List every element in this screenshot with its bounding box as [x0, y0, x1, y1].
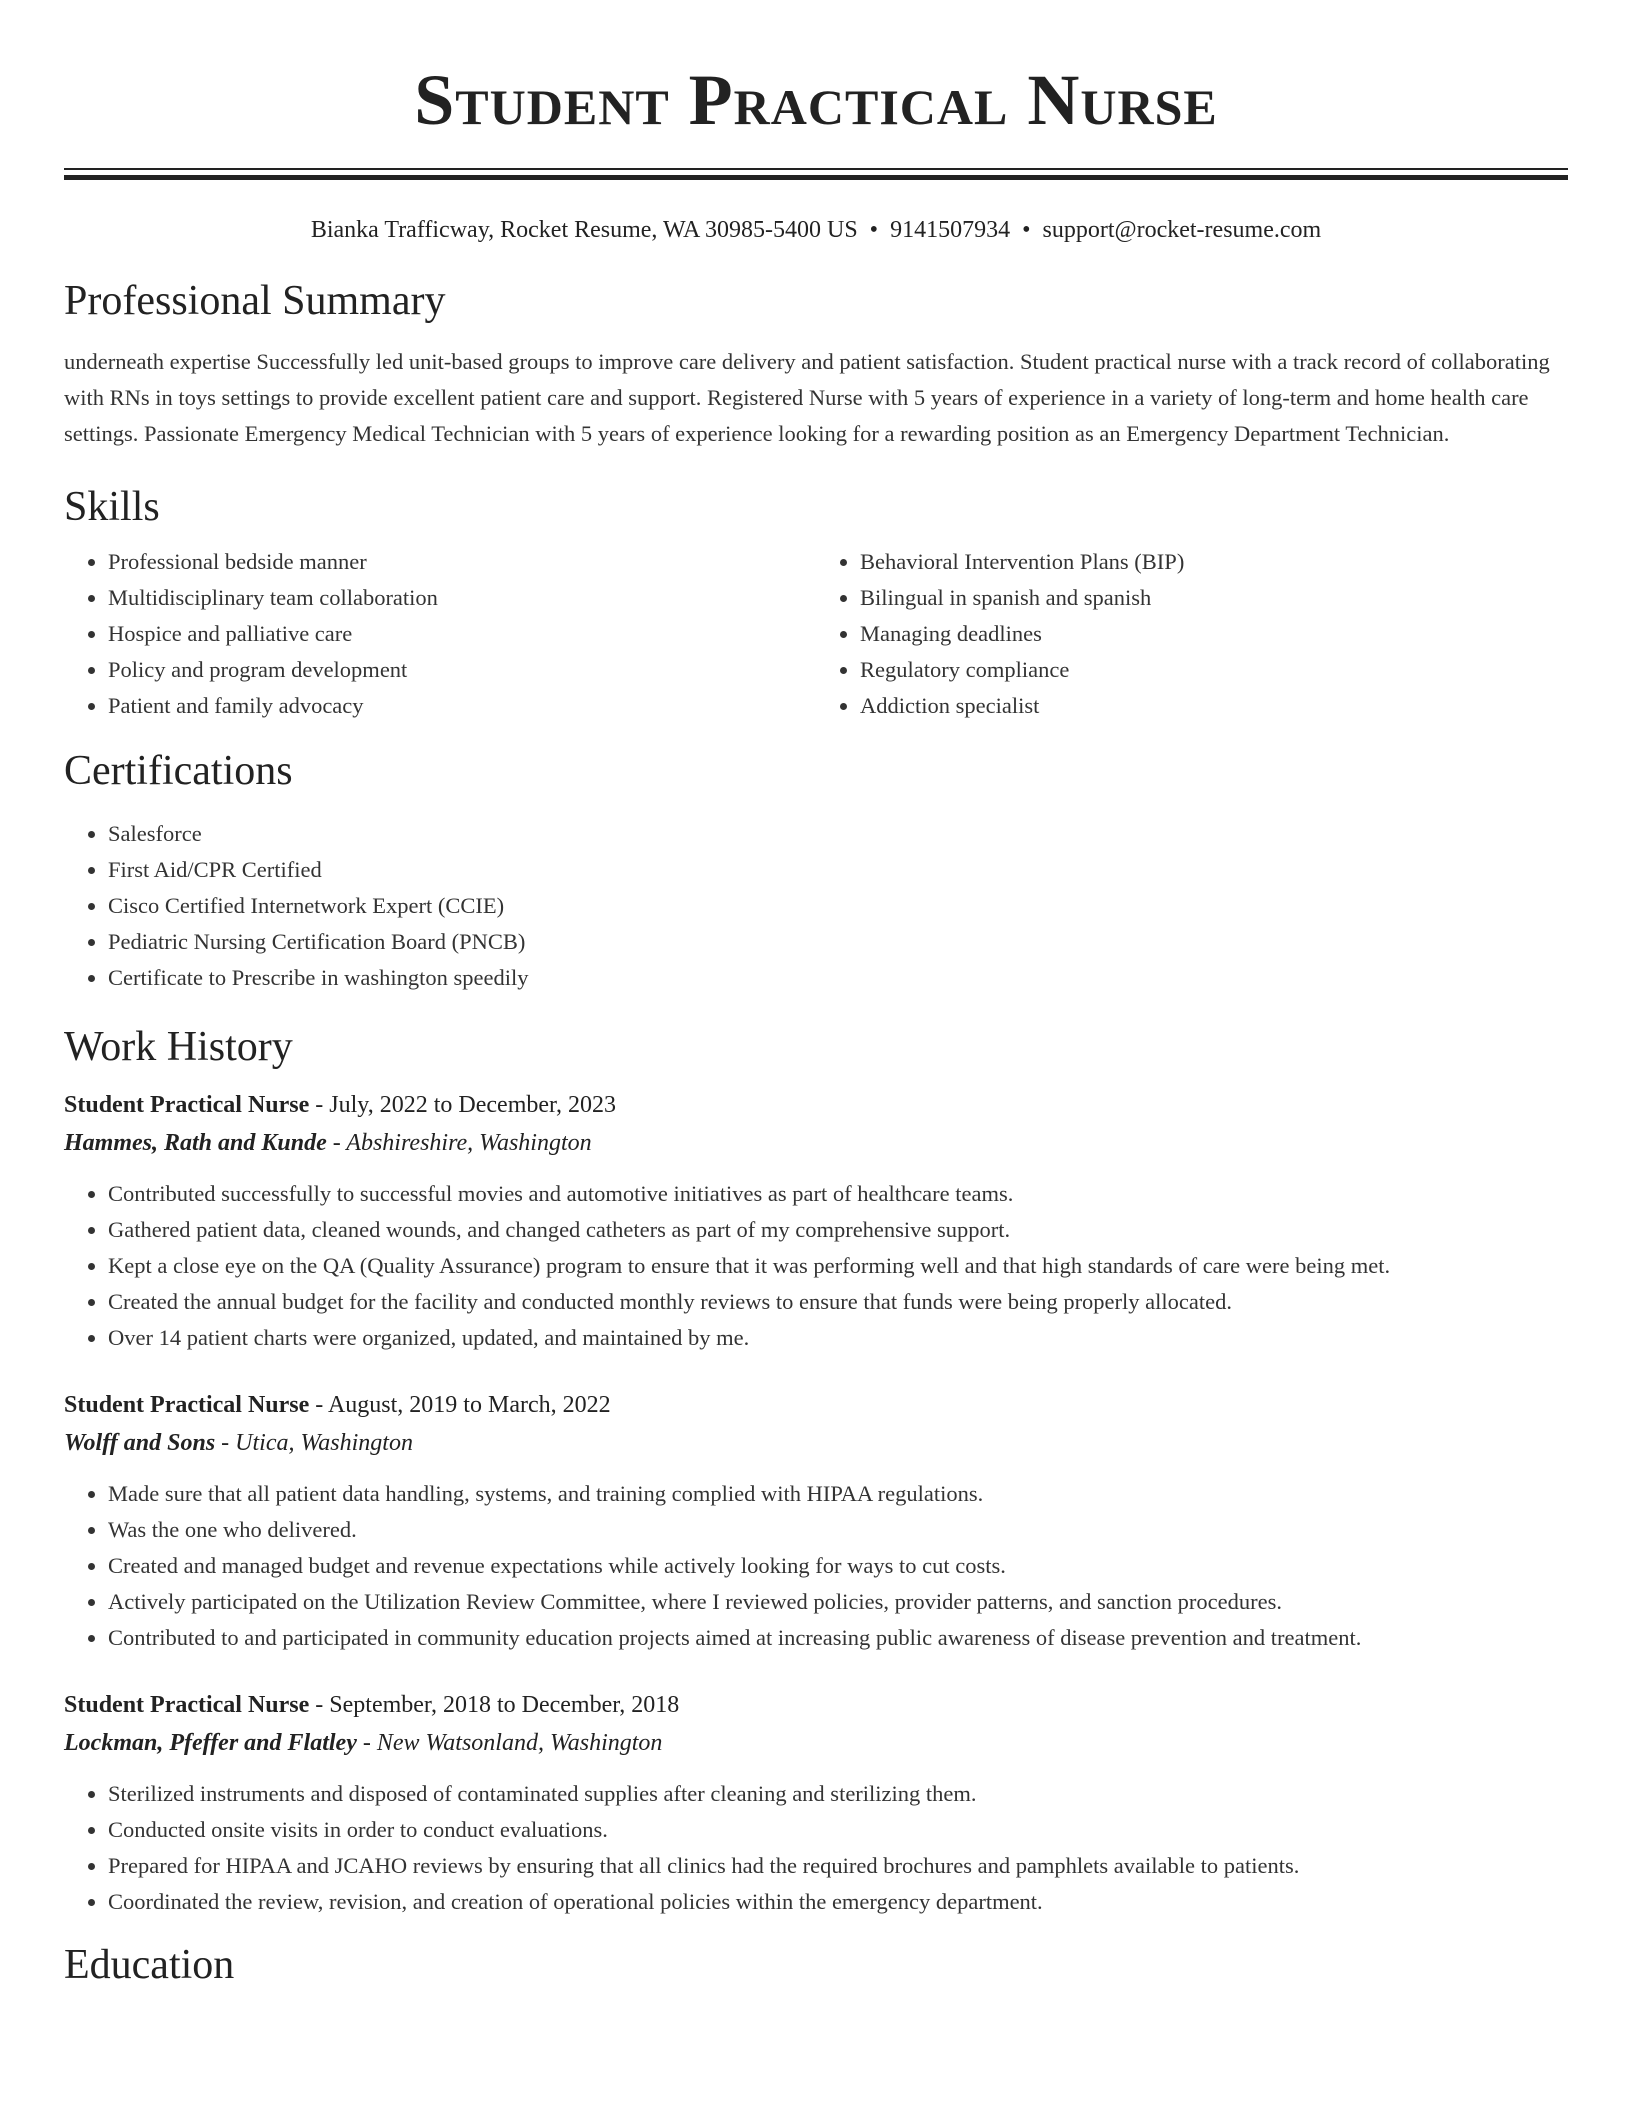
job-header — [64, 1086, 1568, 1124]
skills-list-left — [64, 544, 816, 724]
job-bullet: • Coordinated the review, revision, and creation of operational policies within the emergency department. — [108, 1884, 1568, 1920]
job-title: Student Practical Nurse — [64, 1092, 310, 1118]
job-title: Student Practical Nurse — [64, 1392, 310, 1418]
skill-item: • Policy and program development — [108, 652, 816, 688]
skill-item: • Bilingual in spanish and spanish — [860, 580, 1568, 616]
contact-line — [64, 214, 1568, 246]
company-location: - New Watsonland, Washington — [356, 1730, 663, 1756]
company-location: - Abshireshire, Washington — [326, 1130, 592, 1156]
certification-item: • Pediatric Nursing Certification Board (PNCB) — [108, 924, 1568, 960]
contact-separator: • — [869, 217, 879, 243]
skills-section — [64, 482, 1568, 724]
certification-item: • First Aid/CPR Certified — [108, 852, 1568, 888]
contact-separator: • — [1022, 217, 1031, 243]
skill-item: • Managing deadlines — [860, 616, 1568, 652]
company-name: Hammes, Rath and Kunde — [64, 1130, 327, 1156]
job-bullet: • Over 14 patient charts were organized, updated, and maintained by me. — [108, 1320, 1568, 1356]
job-dates: - July, 2022 to December, 2023 — [309, 1092, 617, 1118]
resume-title: Student Practical Nurse — [414, 60, 1218, 140]
certification-item: • Certificate to Prescribe in washington speedily — [108, 960, 1568, 996]
job-bullets — [64, 1476, 1568, 1656]
job-bullet: • Was the one who delivered. — [108, 1512, 1568, 1548]
title-divider-thin — [64, 168, 1568, 170]
contact-email: support@rocket-resume.com — [1042, 217, 1322, 243]
job-bullet: • Contributed successfully to successful movies and automotive initiatives as part of healthcare teams. — [108, 1176, 1568, 1212]
work-history-section — [64, 1022, 1568, 1920]
contact-phone: 9141507934 — [890, 217, 1011, 243]
job-bullet: • Sterilized instruments and disposed of contaminated supplies after cleaning and sterilizing them. — [108, 1776, 1568, 1812]
job-bullet: • Created and managed budget and revenue expectations while actively looking for ways to cut costs. — [108, 1548, 1568, 1584]
skill-item: • Multidisciplinary team collaboration — [108, 580, 816, 616]
skill-item: • Hospice and palliative care — [108, 616, 816, 652]
job-bullet: • Prepared for HIPAA and JCAHO reviews by ensuring that all clinics had the required brochures and pamphlets available to patients. — [108, 1848, 1568, 1884]
skill-item: • Behavioral Intervention Plans (BIP) — [860, 544, 1568, 580]
job-bullet: • Made sure that all patient data handling, systems, and training complied with HIPAA regulations. — [108, 1476, 1568, 1512]
job-bullet: • Created the annual budget for the facility and conducted monthly reviews to ensure that funds were being properly allocated. — [108, 1284, 1568, 1320]
education-section — [64, 1940, 1568, 1990]
company-location: - Utica, Washington — [215, 1430, 413, 1456]
certification-item: • Cisco Certified Internetwork Expert (CCIE) — [108, 888, 1568, 924]
job-company-line — [64, 1724, 1568, 1762]
skills-columns — [64, 544, 1568, 724]
job-entry — [64, 1086, 1568, 1356]
section-heading: Certifications — [64, 748, 293, 794]
job-bullets — [64, 1776, 1568, 1920]
skill-item: • Regulatory compliance — [860, 652, 1568, 688]
job-header — [64, 1386, 1568, 1424]
job-bullet: • Conducted onsite visits in order to conduct evaluations. — [108, 1812, 1568, 1848]
certification-item: • Salesforce — [108, 816, 1568, 852]
job-entry — [64, 1386, 1568, 1656]
job-company-line — [64, 1424, 1568, 1462]
skill-item: • Patient and family advocacy — [108, 688, 816, 724]
job-bullets — [64, 1176, 1568, 1356]
summary-text: underneath expertise Successfully led unit-based groups to improve care delivery and patient satisfaction. Student practical nurse with a track record of collaborating with RNs in toys settings to provide excellent patient care and support. Registered Nurse with 5 years of experience in a variety of long-term and home health care settings. Passionate Emergency Medical Technician with 5 years of experience looking for a rewarding position as an Emergency Department Technician. — [64, 349, 1550, 446]
job-dates: - September, 2018 to December, 2018 — [309, 1692, 680, 1718]
job-dates: - August, 2019 to March, 2022 — [309, 1392, 611, 1418]
section-heading: Work History — [64, 1024, 293, 1070]
job-header — [64, 1686, 1568, 1724]
section-heading: Skills — [64, 484, 160, 530]
job-bullet: • Kept a close eye on the QA (Quality Assurance) program to ensure that it was performing well and that high standards of care were being met. — [108, 1248, 1568, 1284]
job-title: Student Practical Nurse — [64, 1692, 310, 1718]
job-bullet: • Actively participated on the Utilization Review Committee, where I reviewed policies, provider patterns, and sanction procedures. — [108, 1584, 1568, 1620]
title-divider-thick — [64, 175, 1568, 180]
skill-item: • Addiction specialist — [860, 688, 1568, 724]
certifications-list — [64, 816, 1568, 996]
company-name: Wolff and Sons — [64, 1430, 216, 1456]
professional-summary-section — [64, 276, 1568, 452]
contact-address: Bianka Trafficway, Rocket Resume, WA 30985-5400 US — [310, 217, 858, 243]
section-heading: Professional Summary — [64, 278, 446, 324]
certifications-section — [64, 746, 1568, 996]
skill-item: • Professional bedside manner — [108, 544, 816, 580]
job-bullet: • Gathered patient data, cleaned wounds, and changed catheters as part of my comprehensive support. — [108, 1212, 1568, 1248]
section-heading: Education — [64, 1942, 235, 1988]
skills-list-right — [816, 544, 1568, 724]
company-name: Lockman, Pfeffer and Flatley — [64, 1730, 357, 1756]
job-entry — [64, 1686, 1568, 1920]
job-company-line — [64, 1124, 1568, 1162]
job-bullet: • Contributed to and participated in community education projects aimed at increasing public awareness of disease prevention and treatment. — [108, 1620, 1568, 1656]
